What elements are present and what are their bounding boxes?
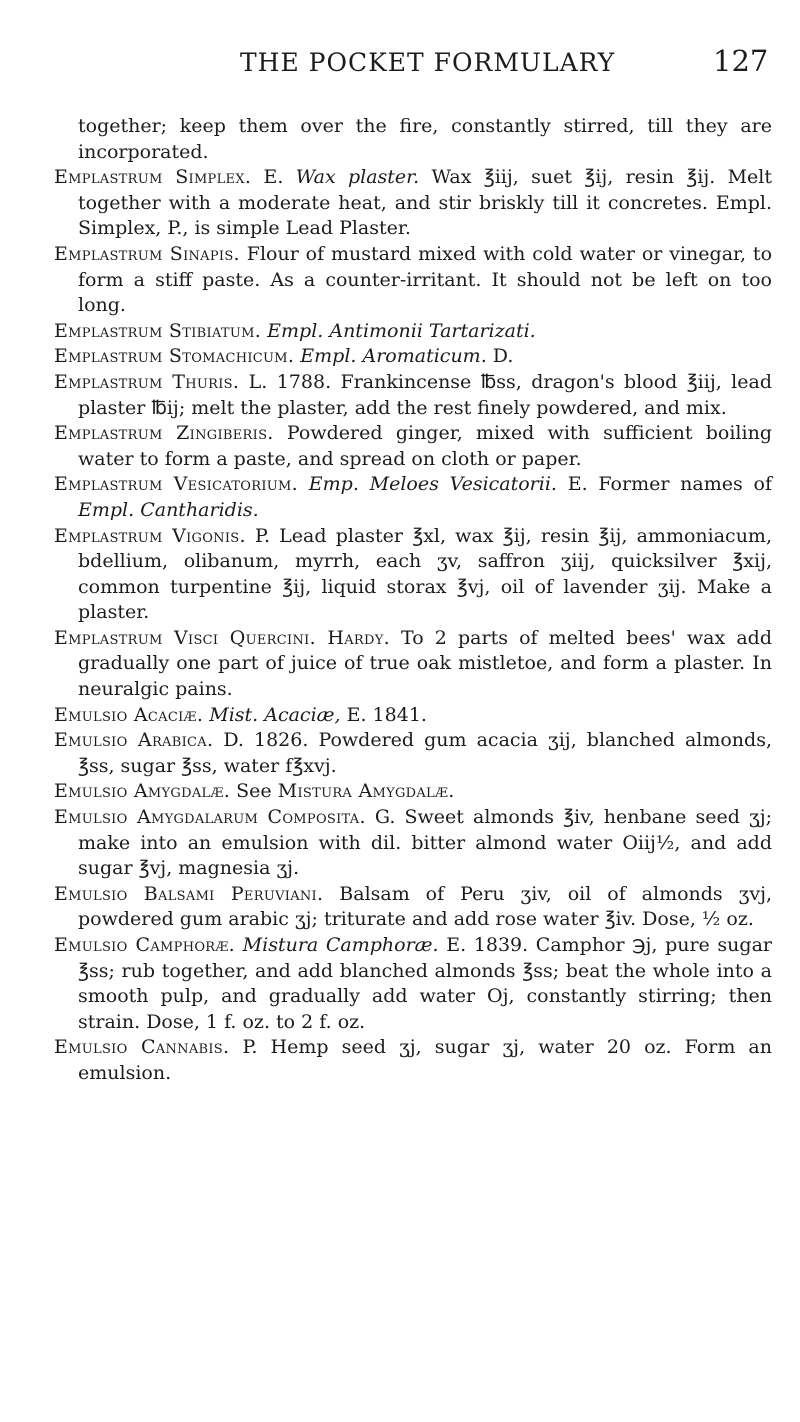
- entry-emulsio-cannabis: [54, 1035, 772, 1086]
- entry-text: [235, 934, 243, 956]
- entry-text: To 2 parts of melted bees' wax add gradually one part of juice of true oak mistletoe, and form a plaster. In neuralgic pains.: [78, 626, 772, 701]
- entry-italic: Empl. Antimonii Tartarizati.: [267, 319, 536, 342]
- entry-text: Flour of mustard mixed with cold water or vinegar, to form a stiff paste. As a counter-irritant. It should not be left on too long.: [78, 242, 773, 317]
- entry-italic: Emp. Meloes Vesicatorii.: [308, 473, 557, 496]
- entry-text: G. Sweet almonds ℥iv, henbane seed ʒj; make into an emulsion with dil. bitter almond water Oiij½, and add sugar ℥vj, magnesia ʒj.: [78, 806, 772, 880]
- entry-italic: Wax plaster.: [295, 166, 420, 189]
- entry-emplastrum-vigonis: [54, 524, 772, 626]
- entry-emplastrum-simplex: [54, 165, 772, 242]
- entry-emplastrum-visci-quercini: [54, 626, 772, 703]
- entry-head: Emplastrum Visci Quercini. Hardy.: [54, 626, 390, 649]
- entry-head: Emplastrum Simplex.: [54, 166, 252, 189]
- entry-rest: D.: [486, 345, 514, 368]
- formulary-text: [54, 114, 772, 1087]
- entry-cross-reference: Mistura Amygdalæ.: [277, 780, 455, 803]
- entry-text: See: [230, 780, 278, 803]
- entry-italic-2: Empl. Cantharidis.: [78, 498, 259, 521]
- entry-text: D. 1826. Powdered gum acacia ʒij, blanched almonds, ℥ss, sugar ℥ss, water f℥xvj.: [78, 729, 772, 777]
- entry-head: Emulsio Cannabis.: [54, 1036, 230, 1059]
- entry-rest: E. Former names of: [556, 473, 772, 496]
- entry-head: Emplastrum Stibiatum.: [54, 319, 262, 342]
- entry-emplastrum-thuris: [54, 370, 772, 421]
- entry-head: Emplastrum Zingiberis.: [54, 422, 274, 445]
- entry-head: Emplastrum Sinapis.: [54, 242, 240, 265]
- entry-text: P. Hemp seed ʒj, sugar ʒj, water 20 oz. Form an emulsion.: [78, 1036, 772, 1084]
- entry-emplastrum-sinapis: [54, 242, 772, 319]
- entry-head: Emulsio Amygdalarum Composita.: [54, 806, 366, 829]
- entry-emplastrum-stibiatum: [54, 319, 772, 345]
- entry-text: L. 1788. Frankincense ℔ss, dragon's blood ℥iij, lead plaster ℔ij; melt the plaster, add the rest finely powdered, and mix.: [78, 370, 772, 419]
- entry-italic: Mistura Camphoræ.: [242, 934, 439, 956]
- entry-rest: Wax ℥iij, suet ℥ij, resin ℥ij. Melt together with a moderate heat, and stir briskly till it concretes. Empl. Simplex, P., is simple Lead Plaster.: [78, 166, 772, 240]
- entry-text: together; keep them over the fire, constantly stirred, till they are incorporated.: [78, 115, 772, 163]
- entry-emplastrum-stomachicum: [54, 344, 772, 370]
- entry-emulsio-amygdalae: [54, 779, 772, 805]
- entry-text: [298, 473, 309, 495]
- entry-rest: E. 1839. Camphor ℈j, pure sugar ℥ss; rub together, and add blanched almonds ℥ss; beat the whole into a smooth pulp, and gradually add water Oj, constantly stirring; then strain. Dose, 1 f. oz. to 2 f. oz.: [78, 934, 772, 1033]
- entry-head: Emulsio Balsami Peruviani.: [54, 882, 324, 905]
- entry-emplastrum-vesicatorium: [54, 472, 772, 523]
- entry-head: Emulsio Camphoræ.: [54, 934, 236, 956]
- entry-head: Emplastrum Vigonis.: [54, 524, 246, 547]
- entry-text: E.: [251, 166, 296, 189]
- entry-italic: Empl. Aromaticum.: [300, 345, 487, 368]
- entry-head: Emplastrum Stomachicum.: [54, 345, 295, 368]
- entry-text: P. Lead plaster ℥xl, wax ℥ij, resin ℥ij, ammoniacum, bdellium, olibanum, myrrh, each ʒv, saffron ʒiij, quicksilver ℥xij, common turpentine ℥ij, liquid storax ℥vj, oil of lavender ʒij. Make a plaster.: [78, 524, 772, 624]
- entry-head: Emulsio Amygdalæ.: [54, 780, 231, 803]
- entry-emulsio-arabica: [54, 728, 772, 779]
- entry-emulsio-amygdalarum-composita: [54, 805, 772, 882]
- page-number: 127: [713, 44, 769, 78]
- entry-italic: Mist. Acaciæ,: [209, 703, 341, 726]
- entry-text: Powdered ginger, mixed with sufficient boiling water to form a paste, and spread on cloth or paper.: [78, 422, 772, 470]
- entry-continuation: [54, 114, 772, 165]
- running-head: THE POCKET FORMULARY: [240, 48, 616, 77]
- entry-head: Emplastrum Vesicatorium.: [54, 473, 298, 496]
- entry-emulsio-balsami-peruviani: [54, 882, 772, 933]
- entry-emulsio-acaciae: [54, 703, 772, 729]
- entry-text: Balsam of Peru ʒiv, oil of almonds ʒvj, powdered gum arabic ʒj; triturate and add rose water ℥iv. Dose, ½ oz.: [78, 882, 772, 931]
- entry-head: Emulsio Acaciæ.: [54, 703, 204, 726]
- entry-emplastrum-zingiberis: [54, 421, 772, 472]
- entry-emulsio-camphorae: [54, 933, 772, 1035]
- entry-head: Emulsio Arabica.: [54, 729, 214, 752]
- entry-head: Emplastrum Thuris.: [54, 370, 240, 393]
- entry-rest: E. 1841.: [340, 703, 427, 726]
